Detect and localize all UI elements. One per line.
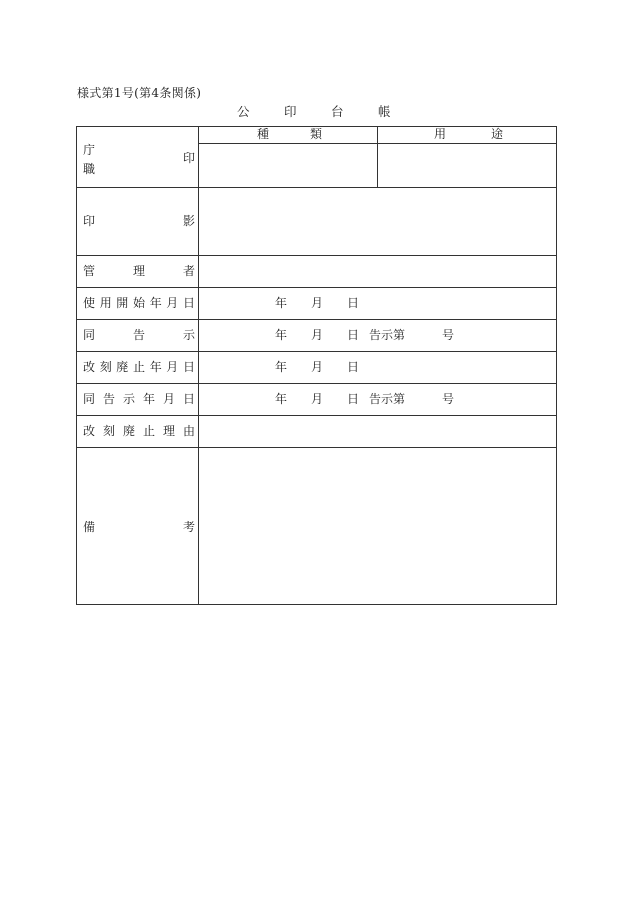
start-date-label-char: 月: [166, 296, 179, 310]
remarks-label-right: 考: [183, 520, 196, 534]
row-divider: [77, 351, 556, 352]
reason-label-char: 理: [163, 424, 176, 438]
day-mark: 日: [347, 296, 360, 310]
row-divider: [77, 415, 556, 416]
manager-label-char: 管: [83, 264, 96, 278]
seal-label-bottom: 職: [83, 162, 96, 176]
notice-mark: 告示第: [369, 392, 406, 406]
title-char: 帳: [378, 104, 391, 119]
type-use-divider: [377, 127, 378, 187]
day-mark: 日: [347, 392, 360, 406]
year-mark: 年: [275, 296, 288, 310]
manager-label-char: 理: [133, 264, 146, 278]
month-mark: 月: [311, 328, 324, 342]
title-char: 公: [237, 104, 250, 119]
start-notice-label-char: 示: [183, 328, 196, 342]
month-mark: 月: [311, 296, 324, 310]
start-date-label-char: 日: [183, 296, 196, 310]
row-divider: [77, 287, 556, 288]
reason-label-char: 由: [183, 424, 196, 438]
title-char: 印: [284, 104, 297, 119]
number-mark: 号: [442, 328, 455, 342]
form-number: 様式第1号(第4条関係): [77, 86, 202, 100]
reason-label-char: 廃: [123, 424, 136, 438]
day-mark: 日: [347, 360, 360, 374]
abolish-date-label-char: 止: [133, 360, 146, 374]
title-char: 台: [331, 104, 344, 119]
reason-label-char: 改: [83, 424, 96, 438]
day-mark: 日: [347, 328, 360, 342]
manager-label-char: 者: [183, 264, 196, 278]
abolish-notice-label-char: 月: [163, 392, 176, 406]
start-date-label-char: 年: [149, 296, 162, 310]
month-mark: 月: [311, 392, 324, 406]
start-notice-label-char: 同: [83, 328, 96, 342]
seal-register-table: [76, 126, 557, 605]
row-divider: [77, 319, 556, 320]
abolish-date-label-char: 刻: [99, 360, 112, 374]
start-notice-label-char: 告: [133, 328, 146, 342]
start-date-label-char: 使: [83, 296, 96, 310]
seal-label-top: 庁: [83, 143, 96, 157]
row-divider: [77, 255, 556, 256]
type-header-char: 類: [310, 127, 323, 141]
year-mark: 年: [275, 328, 288, 342]
abolish-notice-label-char: 告: [103, 392, 116, 406]
abolish-date-label-char: 月: [166, 360, 179, 374]
abolish-notice-label-char: 同: [83, 392, 96, 406]
start-date-label-char: 用: [99, 296, 112, 310]
number-mark: 号: [442, 392, 455, 406]
reason-label-char: 止: [143, 424, 156, 438]
year-mark: 年: [275, 360, 288, 374]
row-divider: [77, 383, 556, 384]
reason-label-char: 刻: [103, 424, 116, 438]
abolish-date-label-char: 改: [83, 360, 96, 374]
notice-mark: 告示第: [369, 328, 406, 342]
use-header-char: 用: [434, 127, 447, 141]
abolish-notice-label-char: 年: [143, 392, 156, 406]
type-header-char: 種: [257, 127, 270, 141]
abolish-date-label-char: 年: [149, 360, 162, 374]
row-divider: [77, 187, 556, 188]
seal-label-right: 印: [183, 151, 196, 165]
abolish-date-label-char: 廃: [116, 360, 129, 374]
use-header-char: 途: [491, 127, 504, 141]
label-column-divider: [198, 127, 199, 604]
year-mark: 年: [275, 392, 288, 406]
remarks-label-left: 備: [83, 520, 96, 534]
start-date-label-char: 始: [133, 296, 146, 310]
impression-label-left: 印: [83, 214, 96, 228]
abolish-notice-label-char: 示: [123, 392, 136, 406]
start-date-label-char: 開: [116, 296, 129, 310]
impression-label-right: 影: [183, 214, 196, 228]
abolish-date-label-char: 日: [183, 360, 196, 374]
row-divider: [77, 447, 556, 448]
header-divider: [198, 143, 556, 144]
abolish-notice-label-char: 日: [183, 392, 196, 406]
month-mark: 月: [311, 360, 324, 374]
